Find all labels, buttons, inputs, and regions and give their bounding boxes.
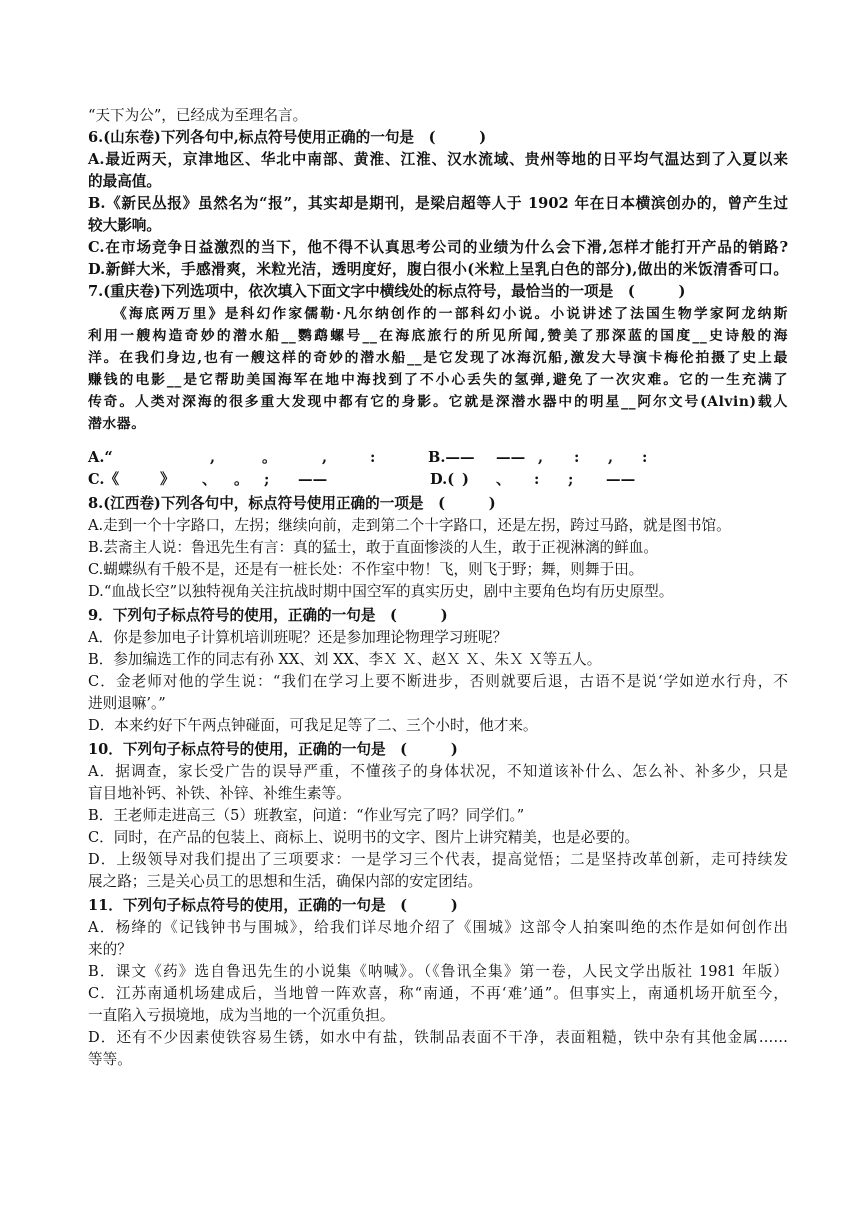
q6-option-c: C.在市场竞争日益激烈的当下，他不得不认真思考公司的业绩为什么会下滑,怎样才能打开产品的销路? (88, 239, 788, 256)
q7-passage-line: 洋。在我们身边,也有一艘这样的奇妙的潜水船__是它发现了冰海沉船,激发大导演卡梅伦拍摄了史上最 (88, 350, 788, 366)
q9-option-c-cont: 进则退嘛’。” (88, 695, 166, 712)
q7-option-c-mark: 、 (202, 471, 217, 488)
question-10-stem: 10．下列句子标点符号的使用，正确的一句是 ( ) (88, 741, 458, 758)
question-9-stem: 9．下列句子标点符号的使用，正确的一句是 ( ) (88, 607, 448, 624)
q7-option-c-mark: 。 (234, 471, 249, 488)
q10-option-d: D．上级领导对我们提出了三项要求：一是学习三个代表，提高觉悟；二是坚持改革创新，走可持续发 (88, 851, 788, 868)
q6-option-b-cont: 较大影响。 (88, 217, 161, 234)
text-line: “天下为公”，已经成为至理名言。 (88, 107, 308, 124)
q7-option-c-mark: 》 (160, 471, 175, 488)
q6-option-a-cont: 的最高值。 (88, 173, 161, 190)
q10-option-d-cont: 展之路；三是关心员工的思想和生活，确保内部的安定团结。 (88, 873, 483, 890)
q7-option-d-mark: : (534, 471, 540, 488)
q7-option-d-mark: 、 (496, 471, 511, 488)
q9-option-c: C．金老师对他的学生说：“我们在学习上要不断进步，否则就要后退，古语不是说‘学如逆水行舟，不 (88, 673, 788, 690)
q7-passage-line: 潜水器。 (88, 416, 146, 432)
q7-passage-line: 利用一艘构造奇妙的潜水船__鹦鹉螺号__在海底旅行的所见所闻,赞美了那深蓝的国度__史诗般的海 (88, 328, 788, 344)
q7-option-b-mark: , (538, 449, 544, 466)
question-8-stem: 8.(江西卷)下列各句中，标点符号使用正确的一项是 ( ) (88, 495, 496, 512)
q10-option-a-cont: 盲目地补钙、补铁、补锌、补维生素等。 (88, 785, 351, 802)
q11-option-b: B．课文《药》选自鲁迅先生的小说集《呐喊》。（《鲁讯全集》第一卷，人民文学出版社 1981 年版） (88, 963, 788, 980)
question-7-stem: 7.(重庆卷)下列选项中，依次填入下面文字中横线处的标点符号，最恰当的一项是 ( ) (88, 283, 686, 300)
q11-option-d: D．还有不少因素使铁容易生锈，如水中有盐，铁制品表面不干净，表面粗糙，铁中杂有其他金属…… (88, 1029, 788, 1046)
q8-option-a: A.走到一个十字路口，左拐；继续向前，走到第二个十字路口，还是左拐，跨过马路，就是图书馆。 (88, 517, 731, 534)
q7-option-a-mark: : (370, 449, 376, 466)
q7-option-c-mark: C.《 (88, 471, 120, 488)
q6-option-d: D.新鲜大米，手感滑爽，米粒光洁，透明度好，腹白很小(米粒上呈乳白色的部分),做出的米饭清香可口。 (88, 261, 788, 278)
q7-option-a-mark: 。 (262, 449, 277, 466)
q11-option-c-cont: 一直陷入亏损境地，成为当地的一个沉重负担。 (88, 1007, 395, 1024)
q7-option-b-mark: , (608, 449, 614, 466)
q7-option-a-mark: , (210, 449, 216, 466)
q9-option-a: A．你是参加电子计算机培训班呢？还是参加理论物理学习班呢？ (88, 629, 508, 646)
q9-option-b: B．参加编选工作的同志有孙 XX、刘 XX、李Ｘ Ｘ、赵Ｘ Ｘ、朱Ｘ Ｘ等五人。 (88, 651, 602, 668)
q7-option-d-mark: ) (462, 471, 469, 488)
q11-option-a-cont: 来的？ (88, 941, 132, 958)
q7-option-b-mark: —— (496, 449, 526, 466)
q7-passage-line: 《海底两万里》是科幻作家儒勒·凡尔纳创作的一部科幻小说。小说讲述了法国生物学家阿龙纳斯 (88, 306, 788, 322)
q7-option-a-mark: A.“ (88, 449, 113, 466)
q10-option-a: A．据调查，家长受广告的误导严重，不懂孩子的身体状况，不知道该补什么、怎么补、补多少，只是 (88, 763, 788, 780)
question-11-stem: 11．下列句子标点符号的使用，正确的一句是 ( ) (88, 897, 458, 914)
q7-option-c-mark: ; (264, 471, 270, 488)
q7-passage-line: 赚钱的电影__是它帮助美国海军在地中海找到了不小心丢失的氢弹,避免了一次灾难。它的一生充满了 (88, 372, 788, 388)
q7-option-c-mark: —— (298, 471, 328, 488)
q7-passage-line: 传奇。人类对深海的很多重大发现中都有它的身影。它就是深潜水器中的明星__阿尔文号(Alvin)载人 (88, 394, 788, 410)
q11-option-d-cont: 等等。 (88, 1051, 132, 1068)
question-6-stem: 6.(山东卷)下列各句中,标点符号使用正确的一句是 ( ) (88, 129, 487, 146)
q7-option-a-mark: , (322, 449, 328, 466)
q6-option-a: A.最近两天，京津地区、华北中南部、黄淮、江淮、汉水流域、贵州等地的日平均气温达到了入夏以来 (88, 151, 788, 168)
q7-option-b-mark: : (642, 449, 648, 466)
q8-option-d: D.“血战长空”以独特视角关注抗战时期中国空军的真实历史，剧中主要角色均有历史原型。 (88, 583, 674, 600)
q11-option-c: C．江苏南通机场建成后，当地曾一阵欢喜，称“南通，不再‘难’通”。但事实上，南通机场开航至今， (88, 985, 788, 1002)
q7-option-d-mark: ; (568, 471, 574, 488)
q10-option-c: C．同时，在产品的包装上、商标上、说明书的文字、图片上讲究精美，也是必要的。 (88, 829, 640, 846)
q11-option-a: A．杨绛的《记钱钟书与围城》，给我们详尽地介绍了《围城》这部令人拍案叫绝的杰作是如何创作出 (88, 919, 788, 936)
q9-option-d: D．本来约好下午两点钟碰面，可我足足等了二、三个小时，他才来。 (88, 717, 538, 734)
q8-option-c: C.蝴蝶纵有千般不是，还是有一桩长处：不作室中物！飞，则飞于野；舞，则舞于田。 (88, 561, 644, 578)
q6-option-b: B.《新民丛报》虽然名为“报”，其实却是期刊，是梁启超等人于 1902 年在日本横滨创办的，曾产生过 (88, 195, 788, 212)
q8-option-b: B.芸斋主人说：鲁迅先生有言：真的猛士，敢于直面惨淡的人生，敢于正视淋漓的鲜血。 (88, 539, 658, 556)
q10-option-b: B．王老师走进高三（5）班教室，问道：“作业写完了吗？同学们。” (88, 807, 525, 824)
q7-option-b-mark: B.—— (428, 449, 475, 466)
q7-option-b-mark: : (574, 449, 580, 466)
q7-option-d-mark: —— (606, 471, 636, 488)
q7-option-d-mark: D.( (430, 471, 455, 488)
